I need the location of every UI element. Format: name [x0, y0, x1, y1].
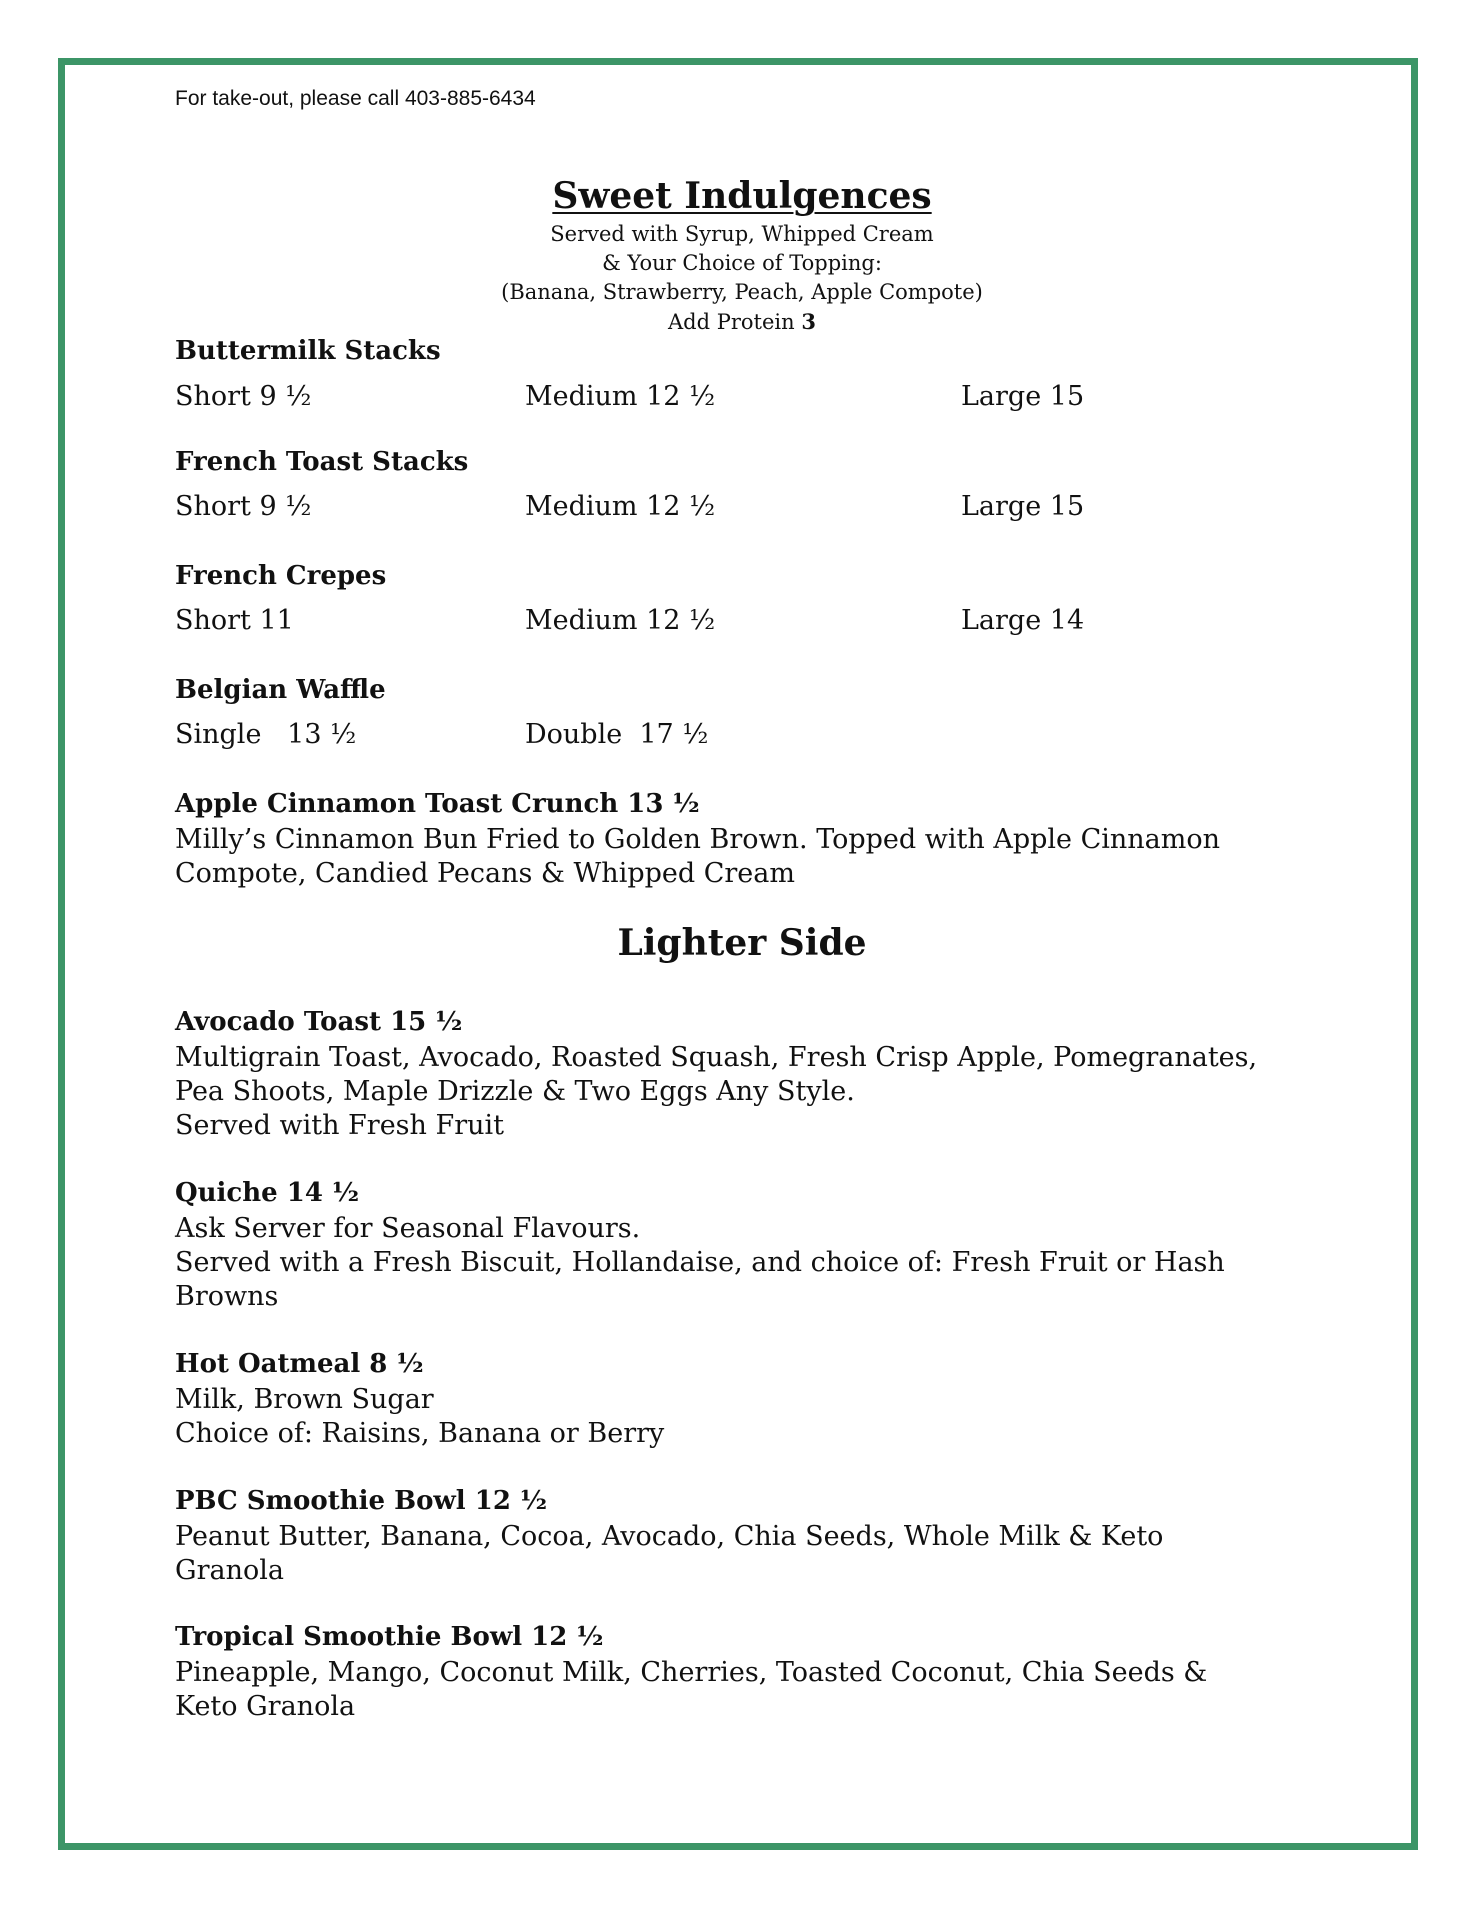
menu-item-description — [175, 1041, 1315, 1143]
add-protein-price: 3 — [801, 309, 816, 334]
menu-item-name: French Toast Stacks — [175, 447, 469, 477]
price-double: Double 17 ½ — [525, 719, 709, 750]
description-line: Choice of: Raisins, Banana or Berry — [175, 1418, 665, 1449]
price-large: Large 15 — [961, 491, 1085, 522]
price-short: Short 11 — [175, 605, 294, 636]
sweet-subtitle-1: Served with Syrup, Whipped Cream — [550, 222, 934, 246]
description-line: Granola — [175, 1555, 284, 1586]
takeout-note: For take-out, please call 403-885-6434 — [175, 87, 536, 110]
menu-item-description — [175, 1383, 1315, 1451]
menu-item-description — [175, 1212, 1315, 1314]
description-line: Pea Shoots, Maple Drizzle & Two Eggs Any Style. — [175, 1076, 855, 1107]
description-line: Keto Granola — [175, 1691, 356, 1722]
menu-item-description — [175, 1656, 1315, 1724]
sweet-indulgences-title: Sweet Indulgences — [552, 175, 932, 217]
price-short: Short 9 ½ — [175, 491, 312, 522]
menu-item-description — [175, 823, 1315, 891]
menu-item-name: Belgian Waffle — [175, 675, 386, 705]
sweet-subtitle-3: (Banana, Strawberry, Peach, Apple Compote) — [501, 280, 983, 304]
price-single: Single 13 ½ — [175, 719, 357, 750]
description-line: Browns — [175, 1281, 279, 1312]
description-line: Milk, Brown Sugar — [175, 1384, 434, 1415]
lighter-side-title: Lighter Side — [617, 922, 867, 964]
description-line: Pineapple, Mango, Coconut Milk, Cherries, Toasted Coconut, Chia Seeds & — [175, 1657, 1208, 1688]
menu-item-name: Apple Cinnamon Toast Crunch 13 ½ — [175, 789, 700, 819]
price-large: Large 15 — [961, 381, 1085, 412]
add-protein-line — [0, 309, 1484, 334]
price-medium: Medium 12 ½ — [525, 605, 716, 636]
description-line: Milly’s Cinnamon Bun Fried to Golden Brown. Topped with Apple Cinnamon — [175, 824, 1221, 855]
add-protein-label: Add Protein — [668, 310, 795, 334]
description-line: Compote, Candied Pecans & Whipped Cream — [175, 858, 795, 889]
description-line: Served with a Fresh Biscuit, Hollandaise, and choice of: Fresh Fruit or Hash — [175, 1247, 1225, 1278]
description-line: Peanut Butter, Banana, Cocoa, Avocado, Chia Seeds, Whole Milk & Keto — [175, 1521, 1164, 1552]
menu-item-name: Buttermilk Stacks — [175, 336, 441, 366]
price-medium: Medium 12 ½ — [525, 381, 716, 412]
menu-item-description — [175, 1520, 1315, 1588]
description-line: Served with Fresh Fruit — [175, 1110, 505, 1141]
description-line: Ask Server for Seasonal Flavours. — [175, 1213, 641, 1244]
description-line: Multigrain Toast, Avocado, Roasted Squash, Fresh Crisp Apple, Pomegranates, — [175, 1042, 1258, 1073]
price-short: Short 9 ½ — [175, 381, 312, 412]
menu-item-name: PBC Smoothie Bowl 12 ½ — [175, 1486, 548, 1516]
price-medium: Medium 12 ½ — [525, 491, 716, 522]
menu-item-name: Quiche 14 ½ — [175, 1178, 360, 1208]
menu-item-name: Hot Oatmeal 8 ½ — [175, 1349, 424, 1379]
menu-item-name: French Crepes — [175, 561, 387, 591]
menu-item-name: Avocado Toast 15 ½ — [175, 1007, 463, 1037]
price-large: Large 14 — [961, 605, 1085, 636]
sweet-subtitle-2: & Your Choice of Topping: — [602, 251, 882, 275]
menu-item-name: Tropical Smoothie Bowl 12 ½ — [175, 1622, 604, 1652]
